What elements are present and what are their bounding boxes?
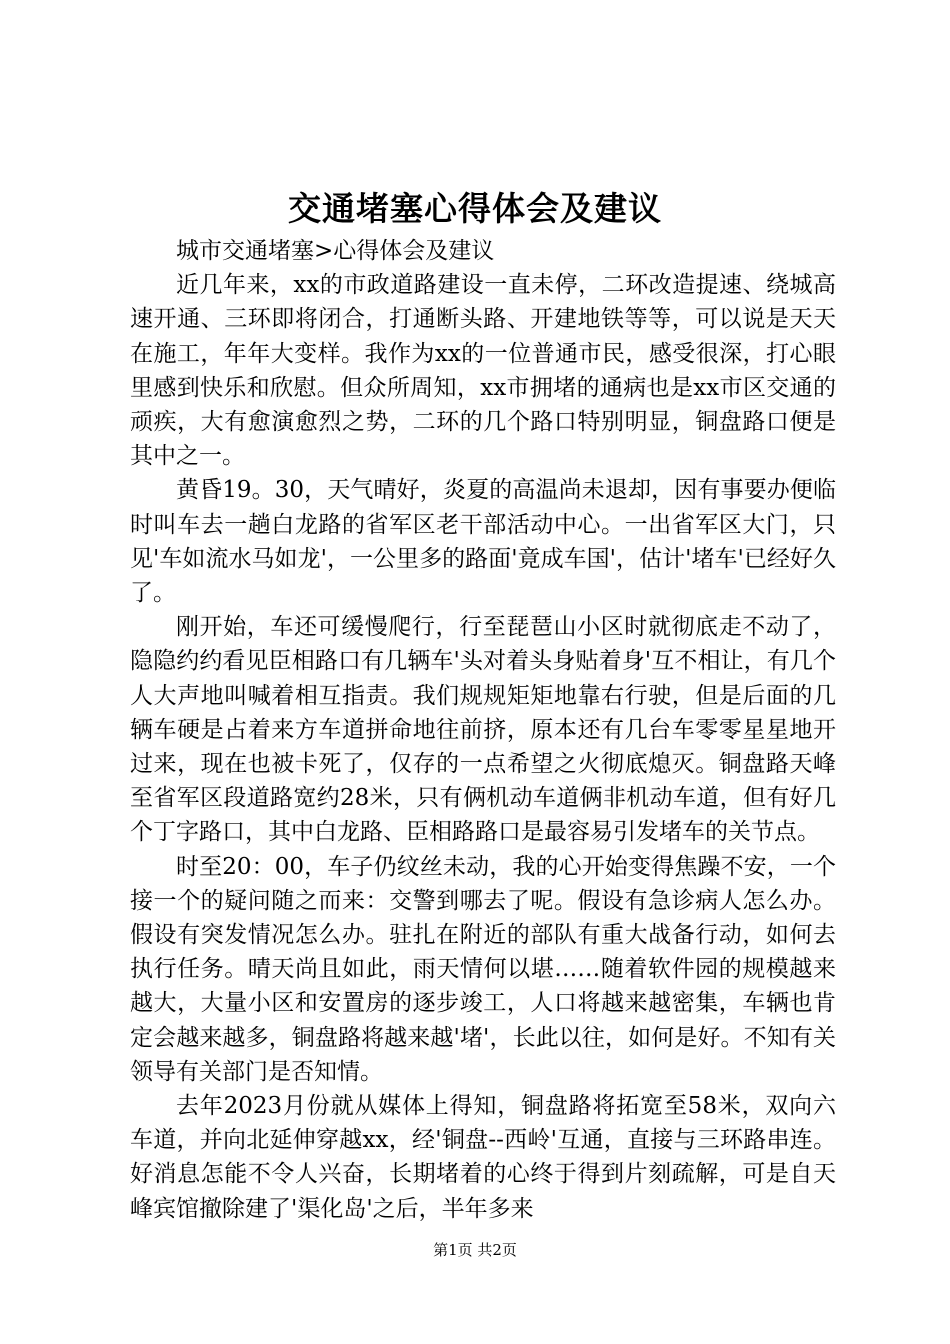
document-title: 交通堵塞心得体会及建议: [288, 189, 662, 228]
body-paragraph: 时至20：00，车子仍纹丝未动，我的心开始变得焦躁不安，一个接一个的疑问随之而来：交警到哪去了呢。假设有急诊病人怎么办。假设有突发情况怎么办。驻扎在附近的部队有重大战备行动，如何去执行任务。晴天尚且如此，雨天情何以堪……随着软件园的规模越来越大，大量小区和安置房的逐步竣工，人口将越来越密集，车辆也肯定会越来越多，铜盘路将越来越'堵'，长此以往，如何是好。不知有关领导有关部门是否知情。: [130, 853, 836, 1085]
body-paragraph: 近几年来，xx的市政道路建设一直未停，二环改造提速、绕城高速开通、三环即将闭合，打通断头路、开建地铁等等，可以说是天天在施工，年年大变样。我作为xx的一位普通市民，感受很深，打心眼里感到快乐和欣慰。但众所周知，xx市拥堵的通病也是xx市区交通的顽疾，大有愈演愈烈之势，二环的几个路口特别明显，铜盘路口便是其中之一。: [130, 272, 836, 470]
page-number-footer: 第1页 共2页: [433, 1241, 517, 1259]
document-body: [130, 234, 836, 1226]
body-paragraph: 黄昏19。30，天气晴好，炎夏的高温尚未退却，因有事要办便临时叫车去一趟白龙路的省军区老干部活动中心。一出省军区大门，只见'车如流水马如龙'，一公里多的路面'竟成车国'，估计'堵车'已经好久了。: [130, 477, 836, 607]
body-paragraph: 去年2023月份就从媒体上得知，铜盘路将拓宽至58米，双向六车道，并向北延伸穿越xx，经'铜盘--西岭'互通，直接与三环路串连。好消息怎能不令人兴奋，长期堵着的心终于得到片刻疏解，可是自天峰宾馆撤除建了'渠化岛'之后，半年多来: [130, 1093, 836, 1222]
subtitle-paragraph: 城市交通堵塞>心得体会及建议: [176, 238, 495, 264]
body-paragraph: 刚开始，车还可缓慢爬行，行至琵琶山小区时就彻底走不动了，隐隐约约看见臣相路口有几辆车'头对着头身贴着身'互不相让，有几个人大声地叫喊着相互指责。我们规规矩矩地靠右行驶，但是后面的几辆车硬是占着来方车道拼命地往前挤，原本还有几台车零零星星地开过来，现在也被卡死了，仅存的一点希望之火彻底熄灭。铜盘路天峰至省军区段道路宽约28米，只有俩机动车道俩非机动车道，但有好几个丁字路口，其中白龙路、臣相路路口是最容易引发堵车的关节点。: [130, 614, 836, 846]
